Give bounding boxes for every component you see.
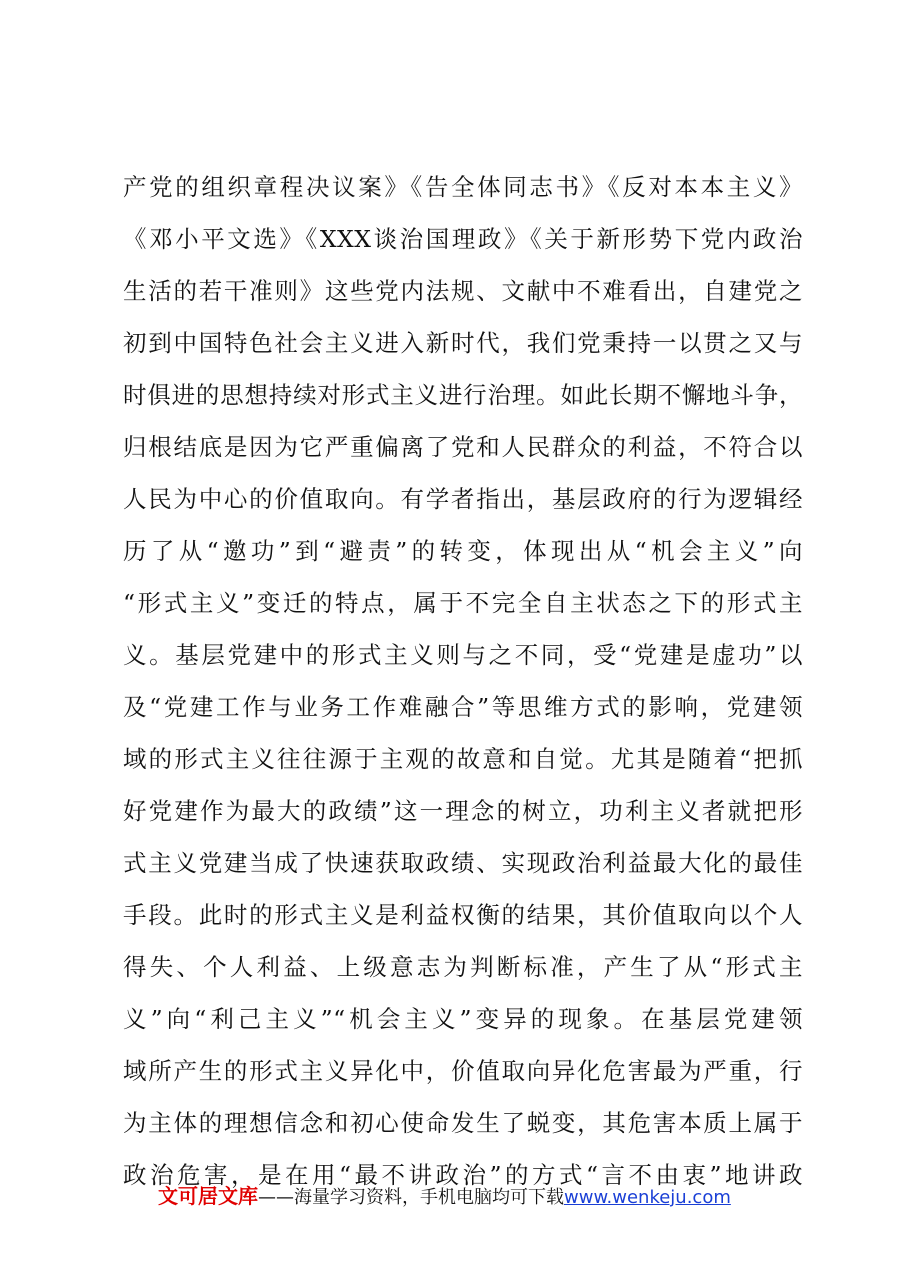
footer-tagline: ——海量学习资料，手机电脑均可下载 <box>258 1187 564 1208</box>
text-line: 时俱进的思想持续对形式主义进行治理。如此长期不懈地斗争， <box>123 381 803 409</box>
text-line: 归根结底是因为它严重偏离了党和人民群众的利益，不符合以 <box>123 433 803 461</box>
text-line: 为主体的理想信念和初心使命发生了蜕变，其危害本质上属于 <box>123 1109 803 1137</box>
body-text <box>123 161 803 1201</box>
text-line: 域所产生的形式主义异化中，价值取向异化危害最为严重，行 <box>123 1057 803 1085</box>
text-line: 式主义党建当成了快速获取政绩、实现政治利益最大化的最佳 <box>123 849 803 877</box>
footer-brand: 文可居文库 <box>158 1184 258 1208</box>
text-line: “形式主义”变迁的特点，属于不完全自主状态之下的形式主 <box>123 589 803 617</box>
text-line: 及“党建工作与业务工作难融合”等思维方式的影响，党建领 <box>123 693 803 721</box>
text-line: 义。基层党建中的形式主义则与之不同，受“党建是虚功”以 <box>123 641 803 669</box>
text-line: 好党建作为最大的政绩”这一理念的树立，功利主义者就把形 <box>123 797 803 825</box>
footer-website-link[interactable]: www.wenkeju.com <box>564 1187 731 1208</box>
text-line: 手段。此时的形式主义是利益权衡的结果，其价值取向以个人 <box>123 901 803 929</box>
text-line: 义”向“利己主义”“机会主义”变异的现象。在基层党建领 <box>123 1005 803 1033</box>
text-line: 生活的若干准则》这些党内法规、文献中不难看出，自建党之 <box>123 277 803 305</box>
text-line: 历了从“邀功”到“避责”的转变，体现出从“机会主义”向 <box>123 537 803 565</box>
text-line: 人民为中心的价值取向。有学者指出，基层政府的行为逻辑经 <box>123 485 803 513</box>
text-line: 政治危害，是在用“最不讲政治”的方式“言不由衷”地讲政 <box>123 1161 803 1189</box>
text-line: 《邓小平文选》《XXX谈治国理政》《关于新形势下党内政治 <box>123 225 803 253</box>
footer-banner <box>158 1180 778 1212</box>
text-line: 初到中国特色社会主义进入新时代，我们党秉持一以贯之又与 <box>123 329 803 357</box>
text-line: 产党的组织章程决议案》《告全体同志书》《反对本本主义》 <box>123 173 803 201</box>
text-line: 得失、个人利益、上级意志为判断标准，产生了从“形式主 <box>123 953 803 981</box>
text-line: 域的形式主义往往源于主观的故意和自觉。尤其是随着“把抓 <box>123 745 803 773</box>
